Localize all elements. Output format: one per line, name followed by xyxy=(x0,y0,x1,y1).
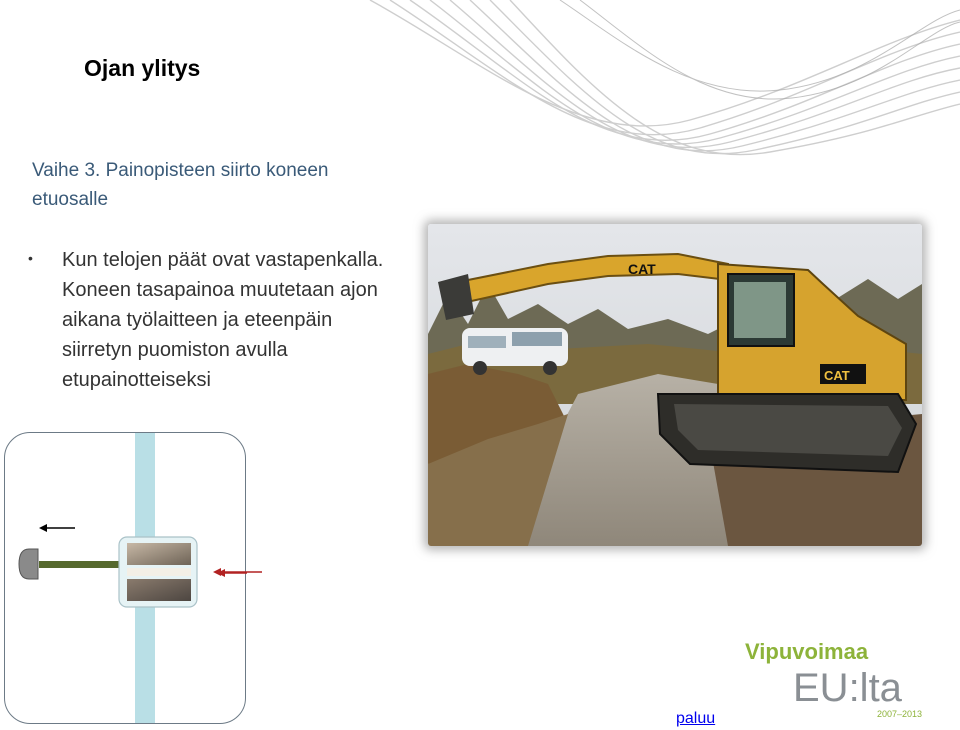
logo-line2: EU:lta xyxy=(793,666,902,710)
logo-years: 2007–2013 xyxy=(877,709,923,719)
bullet-line: aikana työlaitteen ja eteenpäin xyxy=(62,309,333,331)
boom-brand-label: CAT xyxy=(628,261,656,277)
subtitle-line: Vaihe 3. Painopisteen siirto koneen xyxy=(32,160,329,181)
bucket-icon xyxy=(19,549,38,579)
force-arrow-icon xyxy=(210,566,266,580)
excavator-body-icon xyxy=(119,537,197,607)
back-link[interactable]: paluu xyxy=(676,710,716,727)
bullet-line: etupainotteiseksi xyxy=(62,369,211,391)
slide-subtitle xyxy=(32,156,432,214)
subtitle-line: etuosalle xyxy=(32,189,109,210)
excavator-boom-bar xyxy=(39,561,123,568)
back-arrow-icon xyxy=(39,524,75,532)
bullet-line: siirretyn puomiston avulla xyxy=(62,339,288,361)
logo-line1: Vipuvoimaa xyxy=(745,639,869,664)
body-brand-label: CAT xyxy=(824,368,850,383)
decorative-ribbon xyxy=(360,0,960,175)
bullet-line: Koneen tasapainoa muutetaan ajon xyxy=(62,279,378,301)
slide-title: Ojan ylitys xyxy=(84,55,201,81)
vipuvoimaa-logo xyxy=(745,637,935,721)
list-item xyxy=(28,245,438,395)
bullet-list xyxy=(28,245,438,395)
bullet-dot-icon: • xyxy=(28,250,33,266)
bullet-text xyxy=(62,245,438,395)
bullet-line: Kun telojen päät ovat vastapenkalla. xyxy=(62,249,384,271)
excavator-photo xyxy=(428,224,922,546)
